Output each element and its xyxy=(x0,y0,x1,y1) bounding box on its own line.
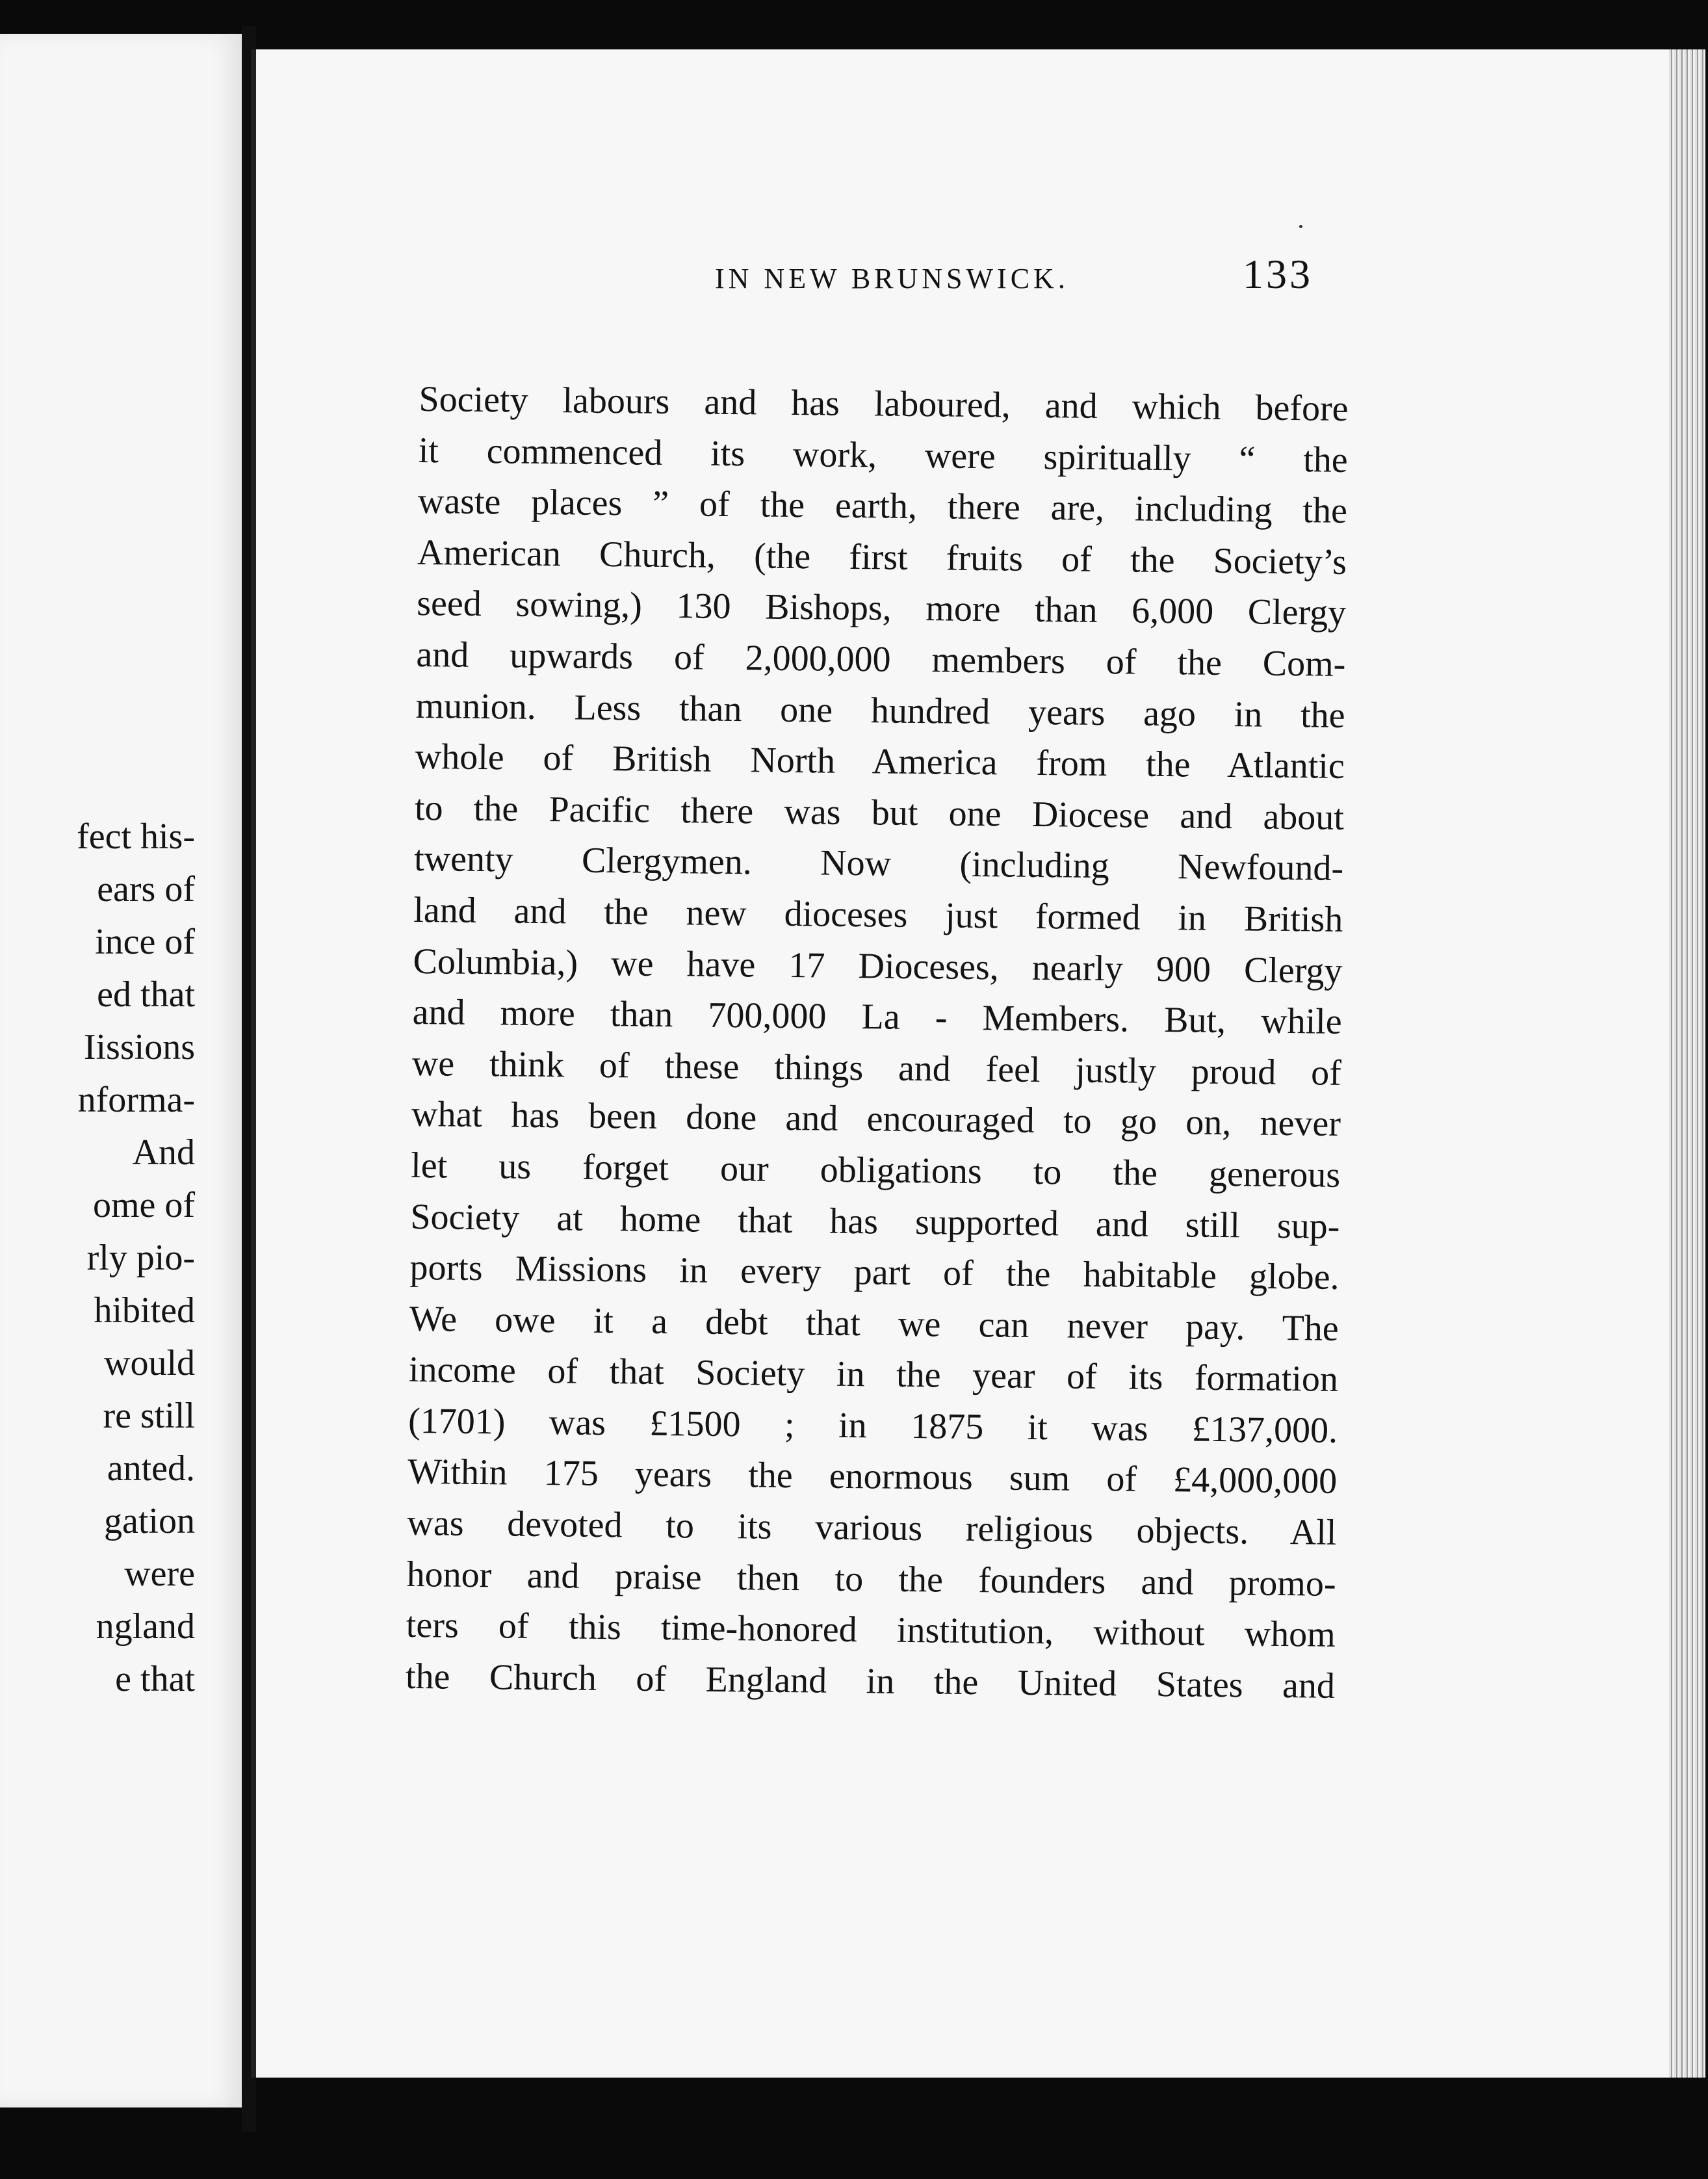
text-line: we think of these things and feel justly proud of xyxy=(411,1043,1342,1093)
text-line: what has been done and encouraged to go on, never xyxy=(411,1094,1341,1145)
text-line: Within 175 years the enormous sum of £4,000,000 xyxy=(407,1452,1338,1502)
left-facing-page xyxy=(0,34,248,2107)
text-line: (1701) was £1500 ; in 1875 it was £137,000. xyxy=(408,1400,1338,1451)
body-text xyxy=(406,374,1349,1712)
page-number: 133 xyxy=(1243,251,1313,297)
left-text-line: ears of xyxy=(97,869,195,909)
left-text-line: anted. xyxy=(107,1448,195,1489)
paper-speck xyxy=(1299,225,1302,228)
left-text-line: re still xyxy=(103,1396,195,1436)
left-text-line: hibited xyxy=(94,1290,195,1331)
text-line: We owe it a debt that we can never pay. The xyxy=(409,1298,1339,1349)
text-line: ters of this time-honored institution, without whom xyxy=(406,1605,1336,1656)
left-text-line: ince of xyxy=(95,922,195,962)
text-line: let us forget our obligations to the generous xyxy=(410,1145,1341,1195)
left-text-line: e that xyxy=(115,1659,195,1699)
left-text-line: Iissions xyxy=(83,1027,195,1067)
left-text-line: would xyxy=(104,1343,195,1383)
left-text-line: nforma- xyxy=(77,1080,195,1120)
text-line: waste places ” of the earth, there are, including the xyxy=(417,481,1348,532)
text-line: Society labours and has laboured, and which before xyxy=(419,378,1349,429)
text-line: was devoted to its various religious objects. All xyxy=(407,1502,1337,1553)
running-head xyxy=(461,250,1352,309)
text-line: whole of British North America from the Atlantic xyxy=(415,737,1345,787)
left-text-line: And xyxy=(132,1132,195,1173)
left-text-line: ngland xyxy=(96,1606,195,1647)
text-line: honor and praise then to the founders and promo- xyxy=(406,1554,1336,1604)
left-text-line: ed that xyxy=(97,974,195,1015)
text-line: income of that Society in the year of its formation xyxy=(408,1350,1339,1400)
left-text-line: rly pio- xyxy=(86,1238,195,1278)
left-text-line: ome of xyxy=(92,1185,195,1225)
left-text-line: gation xyxy=(104,1501,195,1541)
left-page-text xyxy=(0,811,195,1706)
page-edges-texture xyxy=(1669,49,1705,2078)
left-text-line: fect his- xyxy=(77,816,195,857)
left-text-line: were xyxy=(124,1554,195,1594)
text-line: ports Missions in every part of the habitable globe. xyxy=(409,1247,1339,1298)
text-line: munion. Less than one hundred years ago in the xyxy=(415,685,1345,736)
text-line: American Church, (the first fruits of the Society’s xyxy=(417,532,1347,582)
text-line: it commenced its work, were spiritually “ the xyxy=(418,430,1349,480)
text-line: and upwards of 2,000,000 members of the Com- xyxy=(416,634,1346,685)
text-line: land and the new dioceses just formed in British xyxy=(413,889,1343,940)
text-line: and more than 700,000 La - Members. But, while xyxy=(412,992,1342,1043)
text-line: to the Pacific there was but one Diocese and about xyxy=(414,787,1345,838)
text-line: seed sowing,) 130 Bishops, more than 6,000 Clergy xyxy=(416,583,1347,634)
text-line: Columbia,) we have 17 Dioceses, nearly 900 Clergy xyxy=(413,941,1343,991)
text-line: Society at home that has supported and still sup- xyxy=(410,1196,1340,1247)
running-head-title: IN NEW BRUNSWICK. xyxy=(715,263,1069,294)
text-line: twenty Clergymen. Now (including Newfound- xyxy=(413,839,1344,889)
text-line: the Church of England in the United States and xyxy=(405,1656,1336,1706)
